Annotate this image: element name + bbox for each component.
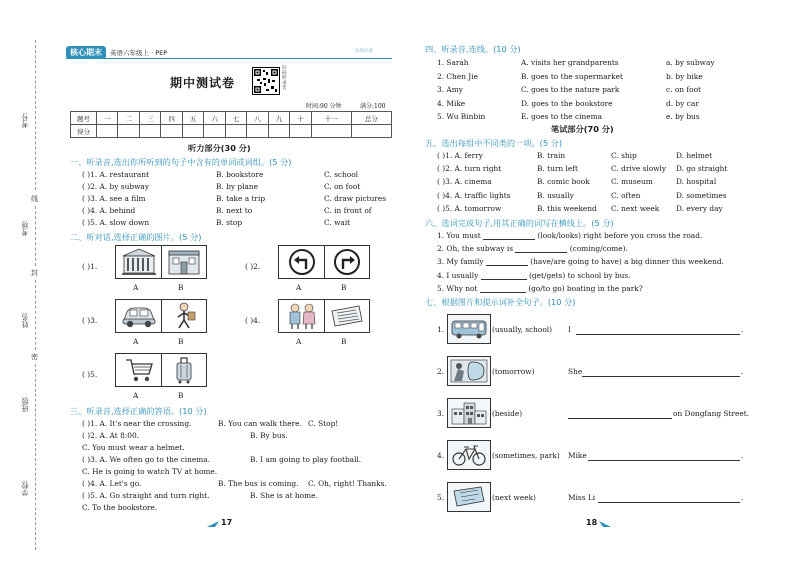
hint-words: (beside): [492, 409, 523, 418]
score-table-cell: 四: [161, 112, 182, 125]
page-title: 期中测试卷: [170, 76, 236, 90]
transport-option[interactable]: e. by bus: [666, 112, 700, 121]
question-text: ( )3. A. We often go to the cinema.: [82, 455, 211, 464]
score-input-cell[interactable]: [204, 125, 225, 138]
score-table-cell: 二: [118, 112, 139, 125]
picture-option-a[interactable]: [116, 246, 161, 278]
sentence-start: 1. You must: [437, 231, 481, 240]
question-text: ( )3. A. see a film: [82, 194, 146, 203]
book-subject: 英语六年级上 · PEP: [110, 49, 168, 57]
answer-line[interactable]: [568, 418, 672, 419]
section-3-title: 三、听录音,选择正确的答语。(10 分): [70, 406, 207, 416]
option-d[interactable]: D. hospital: [676, 177, 717, 187]
score-input-cell[interactable]: [139, 125, 160, 138]
option-a-label: A: [296, 283, 302, 292]
secret-mark: 密: [31, 353, 38, 361]
score-table-cell: 九: [268, 112, 289, 125]
item-number: 3.: [437, 409, 445, 418]
option-c[interactable]: C. ship: [611, 151, 637, 160]
shopping-cart-icon: [124, 357, 154, 383]
walking-icon: [169, 302, 199, 330]
car-icon: [121, 303, 157, 329]
full-score: 满分:100: [360, 103, 386, 110]
children-icon: [284, 302, 320, 330]
option-d[interactable]: D. every day: [676, 203, 723, 213]
question-text: ( )1.: [82, 262, 98, 271]
sentence-end: .: [741, 367, 744, 376]
exam-room-label: 考场:: [21, 220, 29, 237]
item-number: 2.: [437, 367, 445, 376]
option-c[interactable]: C. You must wear a helmet.: [82, 443, 185, 452]
option-b[interactable]: B. next to: [216, 206, 253, 215]
page-ornament-icon: [598, 520, 612, 528]
picture-thumb: [447, 356, 491, 386]
option-b[interactable]: B. I am going to play football.: [250, 455, 362, 464]
fill-blank-row: [437, 271, 724, 284]
score-table-cell: 十一: [311, 112, 351, 125]
score-table-cell: 三: [139, 112, 160, 125]
option-c[interactable]: C. Stop!: [308, 419, 339, 428]
post-office-icon: [166, 248, 202, 276]
score-input-cell[interactable]: [268, 125, 289, 138]
option-c[interactable]: C. museum: [611, 177, 653, 187]
section-5-title: 五、选出每组中不同类的一项。(5 分): [425, 138, 563, 148]
picture-pair: [115, 245, 207, 279]
item-number: 4.: [437, 451, 445, 460]
option-b-label: B: [341, 283, 347, 292]
score-table-cell: 八: [247, 112, 268, 125]
fill-blank-row: [437, 284, 724, 297]
item-number: 1.: [437, 325, 445, 334]
qr-code-icon: [253, 68, 279, 94]
fill-blank-row: [437, 231, 724, 244]
sentence-start: 4. I usually: [437, 270, 479, 280]
binding-dashed-line: [35, 364, 36, 550]
section-6-title: 六、选词完成句子,用其正确的词写在横线上。(5 分): [425, 218, 614, 228]
sentence-start: 5. Why not: [437, 283, 478, 293]
binding-dashed-line: [35, 206, 36, 266]
option-c[interactable]: C. often: [611, 190, 641, 200]
person-name[interactable]: 5. Wu Binbin: [437, 112, 486, 121]
qr-caption: 扫码听录音: [282, 66, 287, 91]
answer-blank[interactable]: [486, 257, 528, 266]
picture-option-a[interactable]: [279, 300, 324, 332]
option-a-label: A: [133, 391, 139, 400]
sentence-end: .: [741, 451, 744, 460]
question-text: ( )3. A. cinema: [437, 177, 492, 187]
option-c[interactable]: C. next week: [611, 203, 660, 213]
question-text: ( )5.: [82, 370, 98, 379]
written-section-header: 笔试部分(70 分): [551, 124, 614, 134]
score-table: [70, 111, 392, 138]
line-mark: 线: [31, 195, 38, 203]
picture-option-b[interactable]: [324, 300, 369, 332]
question-text: ( )3.: [82, 316, 98, 325]
option-d[interactable]: D. sometimes: [676, 190, 727, 200]
option-b[interactable]: B. by plane: [216, 182, 259, 191]
question-text: ( )1. A. ferry: [437, 151, 483, 160]
question-text: ( )5. A. Go straight and turn right.: [82, 491, 210, 500]
sentence-start: 3. My family: [437, 257, 484, 267]
sentence-start: I: [568, 325, 571, 334]
binding-dashed-line: [35, 280, 36, 350]
transport-option[interactable]: b. by bike: [666, 71, 703, 81]
option-b-label: B: [178, 283, 184, 292]
newspaper-icon: [329, 303, 365, 329]
option-b[interactable]: B. take a trip: [216, 194, 266, 203]
sentence-start: 2. Oh, the subway is: [437, 244, 514, 254]
turn-left-sign-icon: [288, 248, 316, 276]
option-b[interactable]: B. She is at home.: [250, 491, 318, 500]
option-b[interactable]: B. stop: [216, 218, 243, 227]
option-b[interactable]: B. usually: [537, 190, 574, 200]
picture-option-b[interactable]: [161, 300, 206, 332]
fill-blank-row: [437, 244, 724, 257]
score-table-cell: 总分: [351, 112, 391, 125]
question-text: ( )4. A. traffic lights: [437, 190, 511, 200]
section-2-title: 二、听对话,选择正确的图片。(5 分): [70, 232, 202, 242]
brand-logo: 核心期末: [66, 46, 106, 59]
airplane-window-icon: [450, 359, 488, 383]
question-text: ( )5. A. slow down: [82, 218, 150, 227]
picture-thumb: [447, 482, 491, 512]
activity-option[interactable]: D. goes to the bookstore: [521, 98, 613, 108]
option-d[interactable]: D. go straight: [676, 164, 728, 174]
answer-line[interactable]: [582, 376, 740, 377]
exam-number-label: 考号:: [21, 112, 29, 129]
transport-option[interactable]: a. by subway: [666, 58, 715, 67]
activity-option[interactable]: A. visits her grandparents: [521, 58, 619, 67]
picture-option-a[interactable]: [116, 300, 161, 332]
picture-pair: [115, 353, 207, 387]
suitcase-icon: [172, 356, 196, 384]
option-b[interactable]: B. comic book: [537, 177, 590, 187]
listening-section-header: 听力部分(30 分): [188, 143, 251, 153]
question-text: ( )2. A. turn right: [437, 164, 502, 174]
sentence-end: .: [741, 493, 744, 502]
section-4-title: 四、听录音,连线。(10 分): [425, 44, 521, 54]
header-rule: [66, 58, 392, 59]
option-b[interactable]: B. turn left: [537, 164, 578, 174]
score-table-score-row: [71, 125, 392, 138]
school-label: 学校:: [21, 480, 29, 497]
hint-words: (usually, school): [492, 325, 553, 334]
picture-option-a[interactable]: [279, 246, 324, 278]
transport-option[interactable]: d. by car: [666, 98, 699, 108]
person-name[interactable]: 2. Chen Jie: [437, 71, 478, 81]
answer-line[interactable]: [576, 334, 740, 335]
section-7-title: 七、根据图片和提示词补全句子。(10 分): [425, 297, 576, 307]
section-1-title: 一、听录音,选出你所听到的句子中含有的单词或词组。(5 分): [70, 157, 292, 167]
option-b[interactable]: B. bookstore: [216, 170, 264, 179]
sentence-end: .: [741, 325, 744, 334]
person-name[interactable]: 4. Mike: [437, 98, 466, 108]
score-input-cell[interactable]: [247, 125, 268, 138]
option-b-label: B: [341, 337, 347, 346]
score-table-cell: 得分: [71, 125, 97, 138]
answer-line[interactable]: [588, 460, 740, 461]
question-text: ( )1. A. It's near the crossing.: [82, 419, 192, 428]
bus-icon: [450, 318, 488, 340]
item-number: 5.: [437, 493, 445, 502]
museum-icon: [121, 248, 157, 276]
picture-thumb: [447, 398, 491, 428]
option-c[interactable]: C. He is going to watch TV at home.: [82, 467, 218, 476]
score-input-cell[interactable]: [290, 125, 311, 138]
option-c[interactable]: C. drive slowly: [611, 164, 667, 174]
sentence-start: Mike: [568, 451, 587, 460]
page-number: 17: [221, 518, 233, 527]
answer-blank[interactable]: [480, 284, 526, 293]
answer-blank[interactable]: [483, 231, 535, 240]
binding-margin: [16, 40, 50, 550]
option-a-label: A: [133, 283, 139, 292]
picture-option-b[interactable]: [324, 246, 369, 278]
option-b[interactable]: B. this weekend: [537, 203, 597, 213]
binding-dashed-line: [35, 40, 36, 190]
score-table-cell: 十: [290, 112, 311, 125]
picture-pair: [278, 245, 370, 279]
activity-option[interactable]: E. goes to the cinema: [521, 112, 603, 121]
option-a-label: A: [133, 337, 139, 346]
picture-pair: [115, 299, 207, 333]
person-name[interactable]: 3. Amy: [437, 85, 463, 94]
option-c[interactable]: C. To the bookstore.: [82, 503, 158, 512]
sentence-end: (go/to go) boating in the park?: [528, 283, 643, 293]
answer-line[interactable]: [598, 502, 740, 503]
sentence-end: (have/are going to have) a big dinner this weekend.: [530, 257, 724, 267]
option-b[interactable]: B. By bus.: [250, 431, 288, 440]
score-table-header-row: [71, 112, 392, 125]
seal-mark: 封: [31, 269, 38, 277]
sentence-end: (get/gets) to school by bus.: [529, 270, 631, 280]
option-b[interactable]: B. The bus is coming.: [218, 479, 299, 488]
transport-option[interactable]: c. on foot: [666, 85, 702, 94]
buildings-icon: [450, 400, 488, 426]
option-c[interactable]: C. on foot: [324, 182, 361, 191]
score-input-cell[interactable]: [182, 125, 203, 138]
option-d[interactable]: D. helmet: [676, 151, 713, 160]
answer-blank[interactable]: [515, 244, 567, 253]
question-text: ( )1. A. restaurant: [82, 170, 150, 179]
score-input-cell[interactable]: [225, 125, 246, 138]
ticket-icon: [451, 485, 487, 509]
hint-words: (sometimes, park): [492, 451, 560, 460]
answer-blank[interactable]: [481, 271, 527, 280]
option-b[interactable]: B. You can walk there.: [218, 419, 302, 428]
option-b[interactable]: B. train: [537, 151, 566, 160]
person-name[interactable]: 1. Sarah: [437, 58, 469, 67]
section-6-list: [437, 231, 724, 297]
sentence-start: Miss Li: [568, 493, 596, 502]
picture-option-a[interactable]: [116, 354, 161, 386]
question-text: ( )2.: [245, 262, 261, 271]
picture-pair: [278, 299, 370, 333]
option-c[interactable]: C. in front of: [324, 206, 372, 215]
turn-right-sign-icon: [333, 248, 361, 276]
bicycle-icon: [451, 443, 487, 467]
activity-option[interactable]: B. goes to the supermarket: [521, 71, 624, 81]
hint-words: (next week): [492, 493, 536, 502]
score-input-cell[interactable]: [351, 125, 391, 138]
sentence-end: (coming/come).: [569, 244, 628, 254]
picture-option-b[interactable]: [161, 246, 206, 278]
picture-thumb: [447, 314, 491, 344]
fill-blank-row: [437, 257, 724, 270]
time-limit: 时间:90 分钟: [306, 103, 342, 110]
page-ornament-icon: [206, 520, 220, 528]
qr-code[interactable]: [252, 67, 280, 95]
class-label: 班级:: [21, 396, 29, 413]
option-c[interactable]: C. wait: [324, 218, 351, 227]
option-b-label: B: [178, 337, 184, 346]
score-input-cell[interactable]: [161, 125, 182, 138]
option-c[interactable]: C. Oh, right! Thanks.: [308, 479, 387, 488]
score-table-cell: 六: [204, 112, 225, 125]
option-a-label: A: [296, 337, 302, 346]
question-text: ( )4. A. Let's go.: [82, 479, 142, 488]
sentence-end: (look/looks) right before you cross the road.: [537, 231, 703, 240]
question-text: ( )5. A. tomorrow: [437, 203, 502, 213]
question-text: ( )4. A. behind: [82, 206, 136, 215]
sentence-end: on Dongfang Street.: [673, 409, 750, 418]
picture-thumb: [447, 440, 491, 470]
score-table-cell: 一: [97, 112, 118, 125]
header-stamp: 每期必备: [355, 49, 373, 54]
score-table-cell: 题号: [71, 112, 97, 125]
sentence-start: She: [568, 367, 583, 376]
option-c[interactable]: C. school: [324, 170, 359, 179]
question-text: ( )2. A. At 8:00.: [82, 431, 140, 440]
score-input-cell[interactable]: [97, 125, 118, 138]
option-c[interactable]: C. draw pictures: [324, 194, 387, 203]
score-table-cell: 五: [182, 112, 203, 125]
picture-option-b[interactable]: [161, 354, 206, 386]
score-input-cell[interactable]: [311, 125, 351, 138]
activity-option[interactable]: C. goes to the nature park: [521, 85, 620, 94]
question-text: ( )2. A. by subway: [82, 182, 149, 191]
option-b-label: B: [178, 391, 184, 400]
question-text: ( )4.: [245, 316, 261, 325]
score-table-cell: 七: [225, 112, 246, 125]
hint-words: (tomorrow): [492, 367, 535, 376]
page-number: 18: [586, 518, 598, 527]
name-label: 姓名:: [21, 312, 29, 329]
score-input-cell[interactable]: [118, 125, 139, 138]
